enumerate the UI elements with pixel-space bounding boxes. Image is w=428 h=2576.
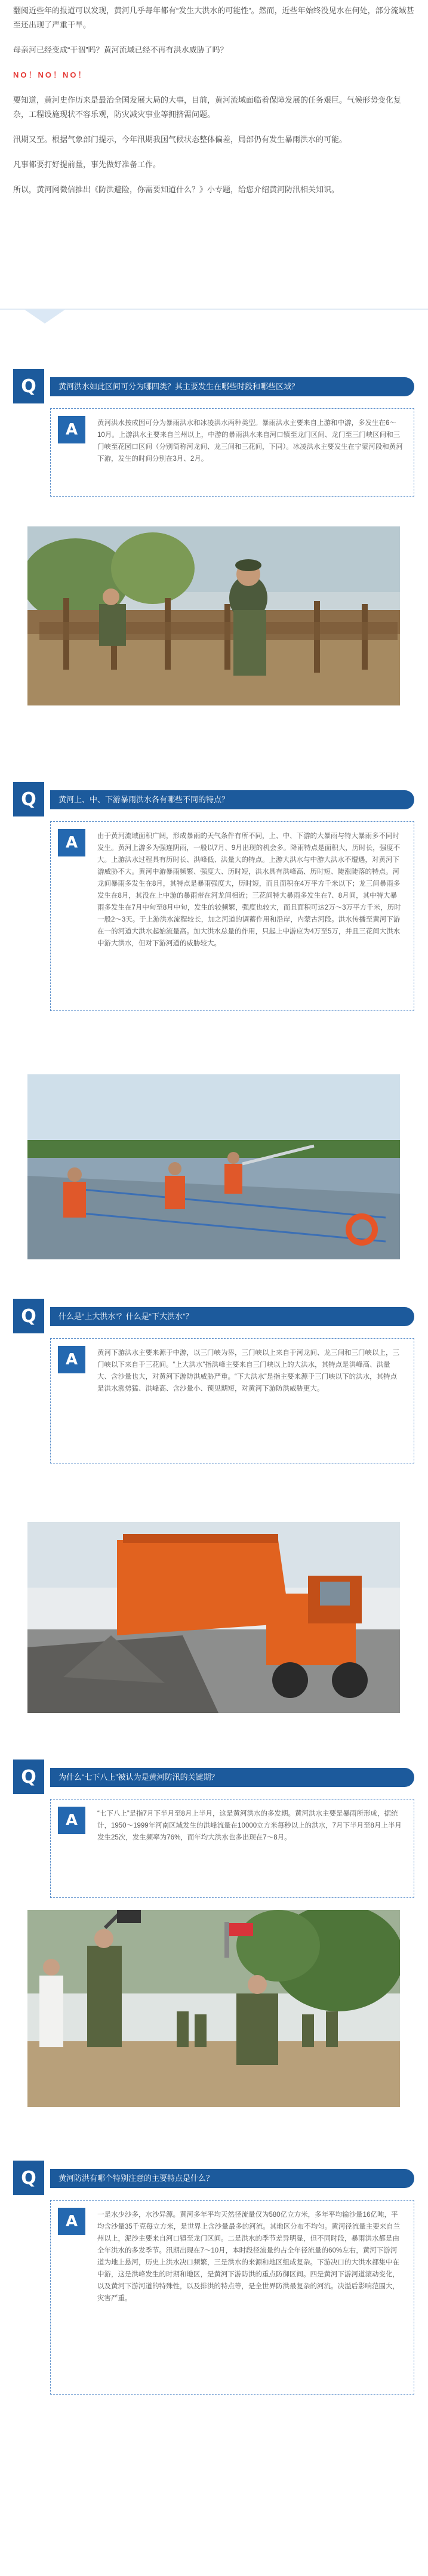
- qa-section-1: [13, 369, 414, 497]
- intro-paragraph: 所以，黄河网微信推出《防洪避险，你需要知道什么？》小专题，给您介绍黄河防汛相关知识。: [13, 185, 340, 194]
- intro-paragraph: 汛期又至。根据气象部门提示，今年汛期我国气候状态整体偏差，局部仍有发生暴雨洪水的可能。: [13, 135, 347, 144]
- q-icon: Q: [13, 782, 44, 816]
- photo-soldiers-on-boat: [27, 1074, 400, 1259]
- question-title: 黄河洪水如此区间可分为哪四类？其主要发生在哪些时段和哪些区域？: [50, 377, 414, 396]
- answer-box: [50, 1338, 414, 1463]
- a-icon: A: [58, 2208, 85, 2235]
- answer-text: 由于黄河流域面积广阔，形成暴雨的天气条件有所不同，上、中、下游的大暴雨与特大暴雨多不同时发生。黄河上游多为强连阴雨，一般以7月、9月出现的机会多。降雨特点是面积大，历时长，强度不大。上游洪水过程具有历时长、洪峰低、洪量大的特点。上游大洪水与中游大洪水不遭遇，对黄河下游威胁不大。黄河中游暴雨频繁、强度大、历时短，洪水具有洪峰高、历时短、陡涨陡落的特点。河龙间暴雨多发生在8月，其特点是暴雨强度大，历时短，而且面积在4万平方千米以下；龙三间暴雨多发生在8月，其没在上中游的暴雨带在河龙间相近；三花间特大暴雨多发生在7、8月间，其中特大暴雨多发生在7月中旬至8月中旬，发生的较频繁，强度也较大，而且面积可达2万～3万平方千米，历时一般2～3天。于上游洪水流程较长，加之河道的调蓄作用和沿岸，内蒙古河段。洪水传播至黄河下游在一的河道大洪水起始流量高。加大洪水总量的作用，只起上中游应为4万至5万，并且三花间大洪水中游大洪水，但对下游河道的威胁较大。: [97, 833, 401, 947]
- question-bar: [13, 1299, 414, 1333]
- question-title: 什么是“上大洪水”？什么是“下大洪水”？: [50, 1307, 414, 1326]
- qa-section-2: [13, 782, 414, 1011]
- divider-arrow: [0, 308, 428, 327]
- answer-box: [50, 1799, 414, 1898]
- answer-box: [50, 408, 414, 497]
- q-icon: Q: [13, 2161, 44, 2195]
- intro-no-no-no: NO！NO！NO！: [13, 70, 88, 79]
- answer-box: [50, 2200, 414, 2395]
- question-bar: [13, 369, 414, 403]
- question-title: 黄河防洪有哪个特别注意的主要特点是什么？: [50, 2169, 414, 2188]
- question-bar: [13, 782, 414, 816]
- answer-box: [50, 821, 414, 1011]
- intro-paragraph: 母亲河已经变成“干涸”吗？黄河流域已经不再有洪水威胁了吗？: [13, 45, 228, 54]
- a-icon: A: [58, 829, 85, 856]
- intro-paragraph: 翻阅近些年的报道可以发现，黄河几乎每年都有“发生大洪水的可能性”。然而，近些年始终没见水在何处，部分流域甚至还出现了严重干旱。: [13, 6, 414, 29]
- answer-text: 一是水少沙多，水沙异源。黄河多年平均天然径流量仅为580亿立方米，多年平均输沙量16亿吨，平均含沙量35千克每立方米，是世界上含沙量最多的河流。其地区分布不均匀。黄河径流量主要来自兰州以上，泥沙主要来自河口镇至龙门区间。二是洪水的季节差异明显，但不同时段，暴雨洪水都是由全年洪水的多发季节。汛期出现在7～10月，本时段径流量约占全年径流量的60%左右，黄河下游河道为地上悬河，历史上洪水决口频繁，三是洪水的来源和地区组成复杂。下游决口的大洪水都集中在中游，这是洪峰发生的时期和地区，是黄河下游防洪的重点防御区间。四是黄河下游河道滚动变化，以及黄河下游河道的特殊性，以及排洪的特点等，是全世界防洪最复杂的河流。决溢后影响范围大，灾害严重。: [97, 2211, 401, 2302]
- question-title: 黄河上、中、下游暴雨洪水各有哪些不同的特点？: [50, 790, 414, 809]
- qa-section-4: [13, 1760, 414, 1898]
- question-title: 为什么“七下八上”被认为是黄河防汛的关键期？: [50, 1768, 414, 1787]
- q-icon: Q: [13, 1299, 44, 1333]
- answer-text: 黄河洪水按成因可分为暴雨洪水和冰凌洪水两种类型。暴雨洪水主要来自上游和中游，多发生在6～10月。上游洪水主要来自兰州以上，中游的暴雨洪水来自河口镇至龙门区间、龙门至三门峡区间和三门峡至花园口区间（分别简称河龙间、龙三间和三花间，下同）。冰凌洪水主要发生在宁蒙河段和黄河下游，发生的时间分别在3月、2月。: [97, 420, 403, 463]
- q-icon: Q: [13, 1760, 44, 1794]
- a-icon: A: [58, 416, 85, 443]
- question-bar: [13, 1760, 414, 1794]
- question-bar: [13, 2161, 414, 2195]
- a-icon: A: [58, 1807, 85, 1834]
- photo-soldiers-reinforcing-bank: [27, 526, 400, 705]
- qa-section-3: [13, 1299, 414, 1463]
- q-icon: Q: [13, 369, 44, 403]
- intro-text: [13, 0, 414, 208]
- photo-dump-truck-unloading: [27, 1522, 400, 1713]
- answer-text: 黄河下游洪水主要来源于中游，以三门峡为界，三门峡以上来自于河龙间、龙三间和三门峡以上，三门峡以下来自于三花间。“上大洪水”指洪峰主要来自三门峡以上的大洪水，其特点是洪峰高、洪量大、含沙量也大，对黄河下游防洪威胁严重。“下大洪水”是指主要来源于三门峡以下的洪水，其特点是洪水涨势猛、洪峰高、含沙量小、预见期短，对黄河下游防洪威胁更大。: [97, 1349, 399, 1392]
- answer-text: “七下八上”是指7月下半月至8月上半月，这是黄河洪水的多发期。黄河洪水主要是暴雨所形成，据统计，1950～1999年河南区域发生的洪峰流量在10000立方米每秒以上的洪水，7月下半月至8月上半月发生25次，发生频率为76%，而年均大洪水也多出现在7～8月。: [97, 1810, 402, 1841]
- a-icon: A: [58, 1346, 85, 1373]
- qa-section-5: [13, 2161, 414, 2395]
- intro-paragraph: 要知道，黄河史作历来是最治全国发展大局的大事，目前，黄河流域面临着保障发展的任务艰巨。气候形势变化复杂，工程设施现状不容乐观，防灾减灾事业等拥挤需问题。: [13, 95, 402, 119]
- photo-soldiers-driving-stakes: [27, 1910, 400, 2107]
- intro-paragraph: 凡事都要打好提前量，事先做好准备工作。: [13, 160, 161, 169]
